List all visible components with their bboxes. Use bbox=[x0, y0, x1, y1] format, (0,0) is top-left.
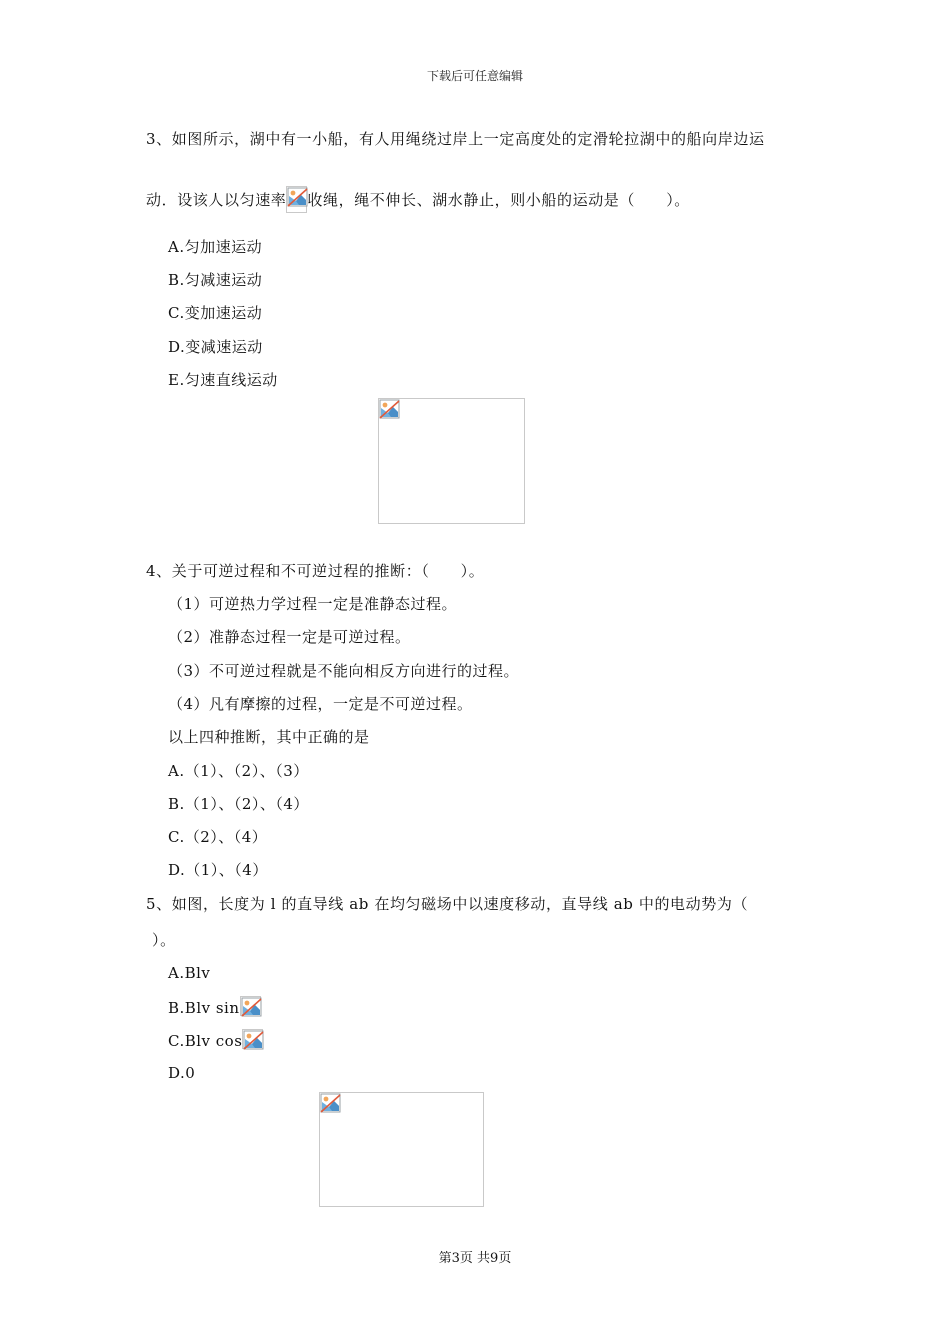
q5-figure bbox=[319, 1092, 484, 1207]
q4-statement-3: （3）不可逆过程就是不能向相反方向进行的过程。 bbox=[168, 662, 520, 680]
q4-option-d: D.（1）、（4） bbox=[168, 861, 268, 879]
q4-stem: 4、关于可逆过程和不可逆过程的推断：（ ）。 bbox=[146, 562, 485, 580]
q3-option-a: A.匀加速运动 bbox=[168, 238, 263, 256]
q3-option-e: E.匀速直线运动 bbox=[168, 371, 278, 389]
q3-option-b: B.匀减速运动 bbox=[168, 271, 263, 289]
broken-image-icon bbox=[242, 1029, 263, 1049]
q5-option-b-text: B.Blv sin bbox=[168, 999, 240, 1017]
q3-line2-a: 动．设该人以匀速率 bbox=[146, 191, 287, 209]
q5-option-a: A.Blv bbox=[168, 964, 211, 982]
page-footer: 第3页 共9页 bbox=[438, 1251, 512, 1266]
q4-option-c: C.（2）、（4） bbox=[168, 828, 268, 846]
page-header: 下载后可任意编辑 bbox=[426, 69, 523, 83]
q3-line2-b: 收绳，绳不伸长、湖水静止，则小船的运动是（ ）。 bbox=[307, 191, 690, 209]
q5-option-c bbox=[168, 1029, 263, 1050]
q5-line2: ）。 bbox=[152, 931, 176, 949]
q4-prompt: 以上四种推断，其中正确的是 bbox=[168, 728, 370, 746]
q5-option-d: D.0 bbox=[168, 1064, 196, 1082]
q3-option-c: C.变加速运动 bbox=[168, 304, 263, 322]
q3-line1: 3、如图所示，湖中有一小船，有人用绳绕过岸上一定高度处的定滑轮拉湖中的船向岸边运 bbox=[146, 130, 765, 148]
q3-option-d: D.变减速运动 bbox=[168, 338, 263, 356]
q5-option-c-text: C.Blv cos bbox=[168, 1032, 243, 1050]
q4-statement-4: （4）凡有摩擦的过程，一定是不可逆过程。 bbox=[168, 695, 473, 713]
q4-statement-1: （1）可逆热力学过程一定是准静态过程。 bbox=[168, 595, 458, 613]
broken-image-icon bbox=[286, 186, 307, 213]
q4-option-a: A.（1）、（2）、（3） bbox=[168, 762, 309, 780]
q3-figure bbox=[378, 398, 525, 524]
q3-line2 bbox=[146, 186, 690, 213]
broken-image-icon bbox=[320, 1093, 341, 1113]
q4-statement-2: （2）准静态过程一定是可逆过程。 bbox=[168, 628, 411, 646]
q5-option-b bbox=[168, 996, 261, 1017]
broken-image-icon bbox=[240, 996, 261, 1016]
q4-option-b: B.（1）、（2）、（4） bbox=[168, 795, 309, 813]
broken-image-icon bbox=[379, 399, 400, 419]
q5-line1: 5、如图，长度为 l 的直导线 ab 在均匀磁场中以速度移动，直导线 ab 中的电动势为（ bbox=[146, 895, 749, 913]
